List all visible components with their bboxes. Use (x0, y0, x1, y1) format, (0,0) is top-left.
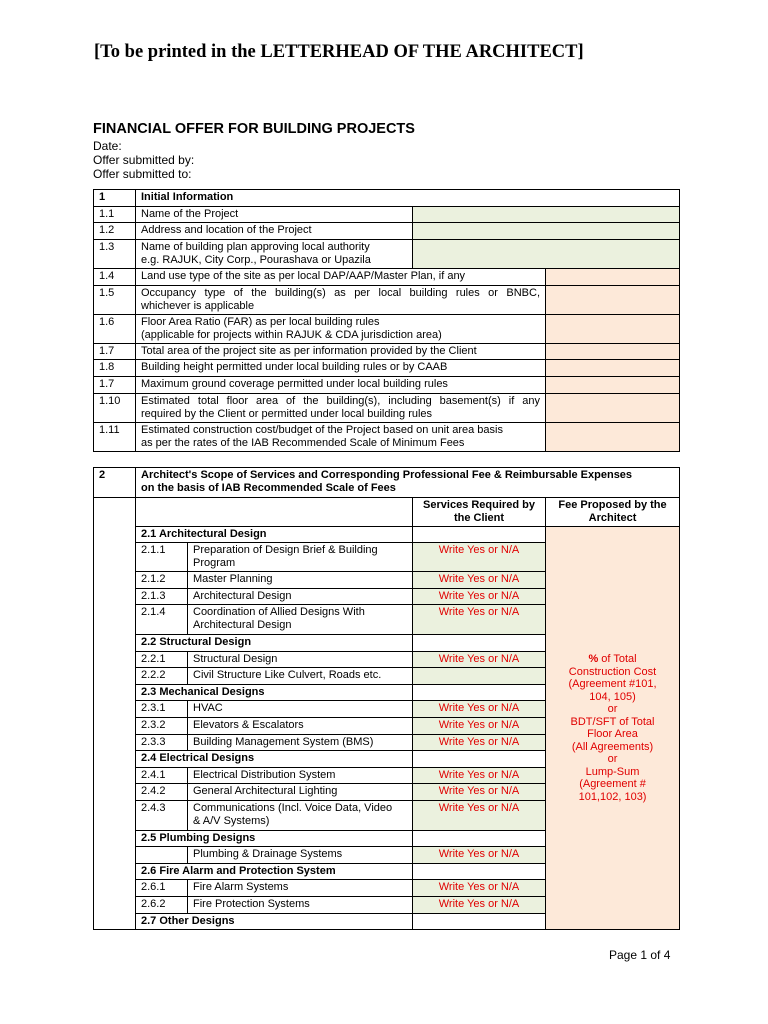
row-label-line: e.g. RAJUK, City Corp., Pourashava or Upazila (141, 253, 371, 266)
row-label: Name of the Project (136, 207, 413, 223)
item-label-line: Communications (Incl. Voice Data, Video (193, 802, 393, 814)
row-label-line: Floor Area Ratio (FAR) as per local building rules (141, 316, 380, 328)
row-label: Total area of the project site as per information provided by the Client (136, 344, 546, 360)
group-blank-cell (413, 751, 546, 768)
letterhead-note: [To be printed in the LETTERHEAD OF THE ARCHITECT] (94, 42, 584, 62)
building-height-input-cell[interactable] (546, 360, 680, 377)
item-number: 2.4.2 (136, 784, 188, 801)
row-label-line: Estimated total floor area of the building(s), including basement(s) if any (141, 395, 540, 407)
group-blank-cell (413, 635, 546, 652)
group-blank-cell (413, 831, 546, 847)
section-heading-line: Architect's Scope of Services and Corresponding Professional Fee & Reimbursable Expenses (141, 469, 633, 481)
item-label-line: Program (193, 556, 236, 569)
offer-submitted-by-label: Offer submitted by: (93, 153, 195, 167)
construction-cost-input-cell[interactable] (546, 423, 680, 452)
row-label-line: Name of building plan approving local authority (141, 241, 370, 253)
project-address-input-cell[interactable] (413, 223, 680, 240)
item-number: 2.2.1 (136, 652, 188, 668)
item-label: Fire Alarm Systems (188, 880, 413, 897)
service-required-input[interactable]: Write Yes or N/A (413, 880, 546, 897)
row-number: 1.2 (94, 223, 136, 240)
row-label: Address and location of the Project (136, 223, 413, 240)
row-number: 1.7 (94, 344, 136, 360)
group-heading-plumbing: 2.5 Plumbing Designs (136, 831, 413, 847)
section-heading-line: on the basis of IAB Recommended Scale of Fees (141, 481, 396, 494)
header-blank-cell (136, 498, 413, 527)
row-label (136, 394, 546, 423)
item-label: Architectural Design (188, 589, 413, 605)
row-label-line: Occupancy type of the building(s) as per local building rules or BNBC, (141, 287, 540, 299)
item-number: 2.1.3 (136, 589, 188, 605)
item-label-line: Architectural Design (193, 618, 292, 631)
fee-line: or (607, 753, 618, 765)
item-number (136, 847, 188, 864)
date-label: Date: (93, 139, 122, 153)
item-label-line: & A/V Systems) (193, 814, 270, 827)
row-label: Land use type of the site as per local DAP/AAP/Master Plan, if any (136, 269, 546, 286)
row-number: 1.10 (94, 394, 136, 423)
item-label (188, 605, 413, 635)
service-required-input[interactable]: Write Yes or N/A (413, 605, 546, 635)
row-label (136, 286, 546, 315)
fee-line: Floor Area (587, 728, 638, 740)
item-label-line: Preparation of Design Brief & Building (193, 544, 378, 556)
row-number: 1.11 (94, 423, 136, 452)
service-required-input[interactable]: Write Yes or N/A (413, 543, 546, 572)
floor-area-input-cell[interactable] (546, 394, 680, 423)
services-required-header: Services Required by the Client (413, 498, 546, 527)
row-label (136, 240, 413, 269)
item-label: Plumbing & Drainage Systems (188, 847, 413, 864)
row-label-line: Estimated construction cost/budget of the Project based on unit area basis (141, 424, 503, 436)
item-number: 2.3.1 (136, 701, 188, 718)
service-required-input[interactable]: Write Yes or N/A (413, 847, 546, 864)
row-label-line: (applicable for projects within RAJUK & CDA jurisdiction area) (141, 328, 442, 341)
row-number: 1.7 (94, 377, 136, 394)
fee-line: or (607, 703, 618, 715)
service-required-input[interactable]: Write Yes or N/A (413, 735, 546, 751)
section-heading (136, 468, 680, 498)
percent-sign: % (588, 653, 599, 665)
fee-line: Construction Cost (568, 665, 657, 678)
blank-number-column (94, 498, 136, 930)
row-label-line: whichever is applicable (141, 299, 255, 312)
section-number: 1 (94, 190, 136, 207)
fee-line: (All Agreements) (571, 740, 654, 753)
service-required-input[interactable]: Write Yes or N/A (413, 897, 546, 914)
group-heading-fire: 2.6 Fire Alarm and Protection System (136, 864, 413, 880)
item-label: HVAC (188, 701, 413, 718)
row-number: 1.3 (94, 240, 136, 269)
item-label-line: Coordination of Allied Designs With (193, 606, 365, 618)
group-blank-cell (413, 914, 546, 930)
far-input-cell[interactable] (546, 315, 680, 344)
item-number: 2.6.2 (136, 897, 188, 914)
item-number: 2.1.1 (136, 543, 188, 572)
fee-line-text: of Total (598, 653, 637, 665)
project-name-input-cell[interactable] (413, 207, 680, 223)
service-required-input[interactable] (413, 668, 546, 685)
offer-submitted-to-label: Offer submitted to: (93, 167, 192, 181)
page-number: Page 1 of 4 (609, 948, 671, 962)
group-blank-cell (413, 864, 546, 880)
fee-line: BDT/SFT of Total (570, 715, 655, 728)
item-label: Electrical Distribution System (188, 768, 413, 784)
site-area-input-cell[interactable] (546, 344, 680, 360)
service-required-input[interactable]: Write Yes or N/A (413, 718, 546, 735)
item-label: Civil Structure Like Culvert, Roads etc. (188, 668, 413, 685)
service-required-input[interactable]: Write Yes or N/A (413, 589, 546, 605)
row-number: 1.1 (94, 207, 136, 223)
document-title: FINANCIAL OFFER FOR BUILDING PROJECTS (93, 121, 415, 137)
group-blank-cell (413, 527, 546, 543)
section-number: 2 (94, 468, 136, 498)
group-heading-mechanical: 2.3 Mechanical Designs (136, 685, 413, 701)
scope-of-services-table (93, 467, 680, 930)
row-number: 1.8 (94, 360, 136, 377)
item-number: 2.4.1 (136, 768, 188, 784)
service-required-input[interactable]: Write Yes or N/A (413, 768, 546, 784)
item-label: Fire Protection Systems (188, 897, 413, 914)
row-number: 1.6 (94, 315, 136, 344)
row-label-line: required by the Client or permitted under local building rules (141, 407, 433, 420)
occupancy-type-input-cell[interactable] (546, 286, 680, 315)
service-required-input[interactable]: Write Yes or N/A (413, 572, 546, 589)
item-number: 2.6.1 (136, 880, 188, 897)
approving-authority-input-cell[interactable] (413, 240, 680, 269)
item-label: Building Management System (BMS) (188, 735, 413, 751)
item-number: 2.1.2 (136, 572, 188, 589)
item-number: 2.2.2 (136, 668, 188, 685)
section-heading: Initial Information (136, 190, 680, 207)
fee-line: 101,102, 103) (578, 790, 647, 803)
row-label (136, 315, 546, 344)
initial-information-table (93, 189, 680, 452)
item-label: Elevators & Escalators (188, 718, 413, 735)
group-blank-cell (413, 685, 546, 701)
fee-proposed-header: Fee Proposed by the Architect (546, 498, 680, 527)
item-label: General Architectural Lighting (188, 784, 413, 801)
ground-coverage-input-cell[interactable] (546, 377, 680, 394)
row-label-line: as per the rates of the IAB Recommended Scale of Minimum Fees (141, 436, 465, 449)
row-label: Maximum ground coverage permitted under local building rules (136, 377, 546, 394)
item-number: 2.3.2 (136, 718, 188, 735)
row-label: Building height permitted under local building rules or by CAAB (136, 360, 546, 377)
row-label (136, 423, 546, 452)
fee-proposal-cell[interactable] (546, 527, 680, 930)
land-use-input-cell[interactable] (546, 269, 680, 286)
row-number: 1.4 (94, 269, 136, 286)
group-heading-other: 2.7 Other Designs (136, 914, 413, 930)
fee-line: (Agreement #101, (568, 678, 657, 690)
service-required-input[interactable]: Write Yes or N/A (413, 784, 546, 801)
row-number: 1.5 (94, 286, 136, 315)
service-required-input[interactable]: Write Yes or N/A (413, 801, 546, 831)
service-required-input[interactable]: Write Yes or N/A (413, 652, 546, 668)
fee-line: Lump-Sum (585, 765, 640, 778)
item-label (188, 543, 413, 572)
item-label: Structural Design (188, 652, 413, 668)
fee-line (551, 653, 674, 666)
item-number: 2.4.3 (136, 801, 188, 831)
item-number: 2.1.4 (136, 605, 188, 635)
item-label (188, 801, 413, 831)
group-heading-electrical: 2.4 Electrical Designs (136, 751, 413, 768)
fee-line: 104, 105) (589, 690, 636, 703)
group-heading-structural: 2.2 Structural Design (136, 635, 413, 652)
item-number: 2.3.3 (136, 735, 188, 751)
fee-line: (Agreement # (579, 778, 646, 790)
service-required-input[interactable]: Write Yes or N/A (413, 701, 546, 718)
group-heading-architectural: 2.1 Architectural Design (136, 527, 413, 543)
item-label: Master Planning (188, 572, 413, 589)
